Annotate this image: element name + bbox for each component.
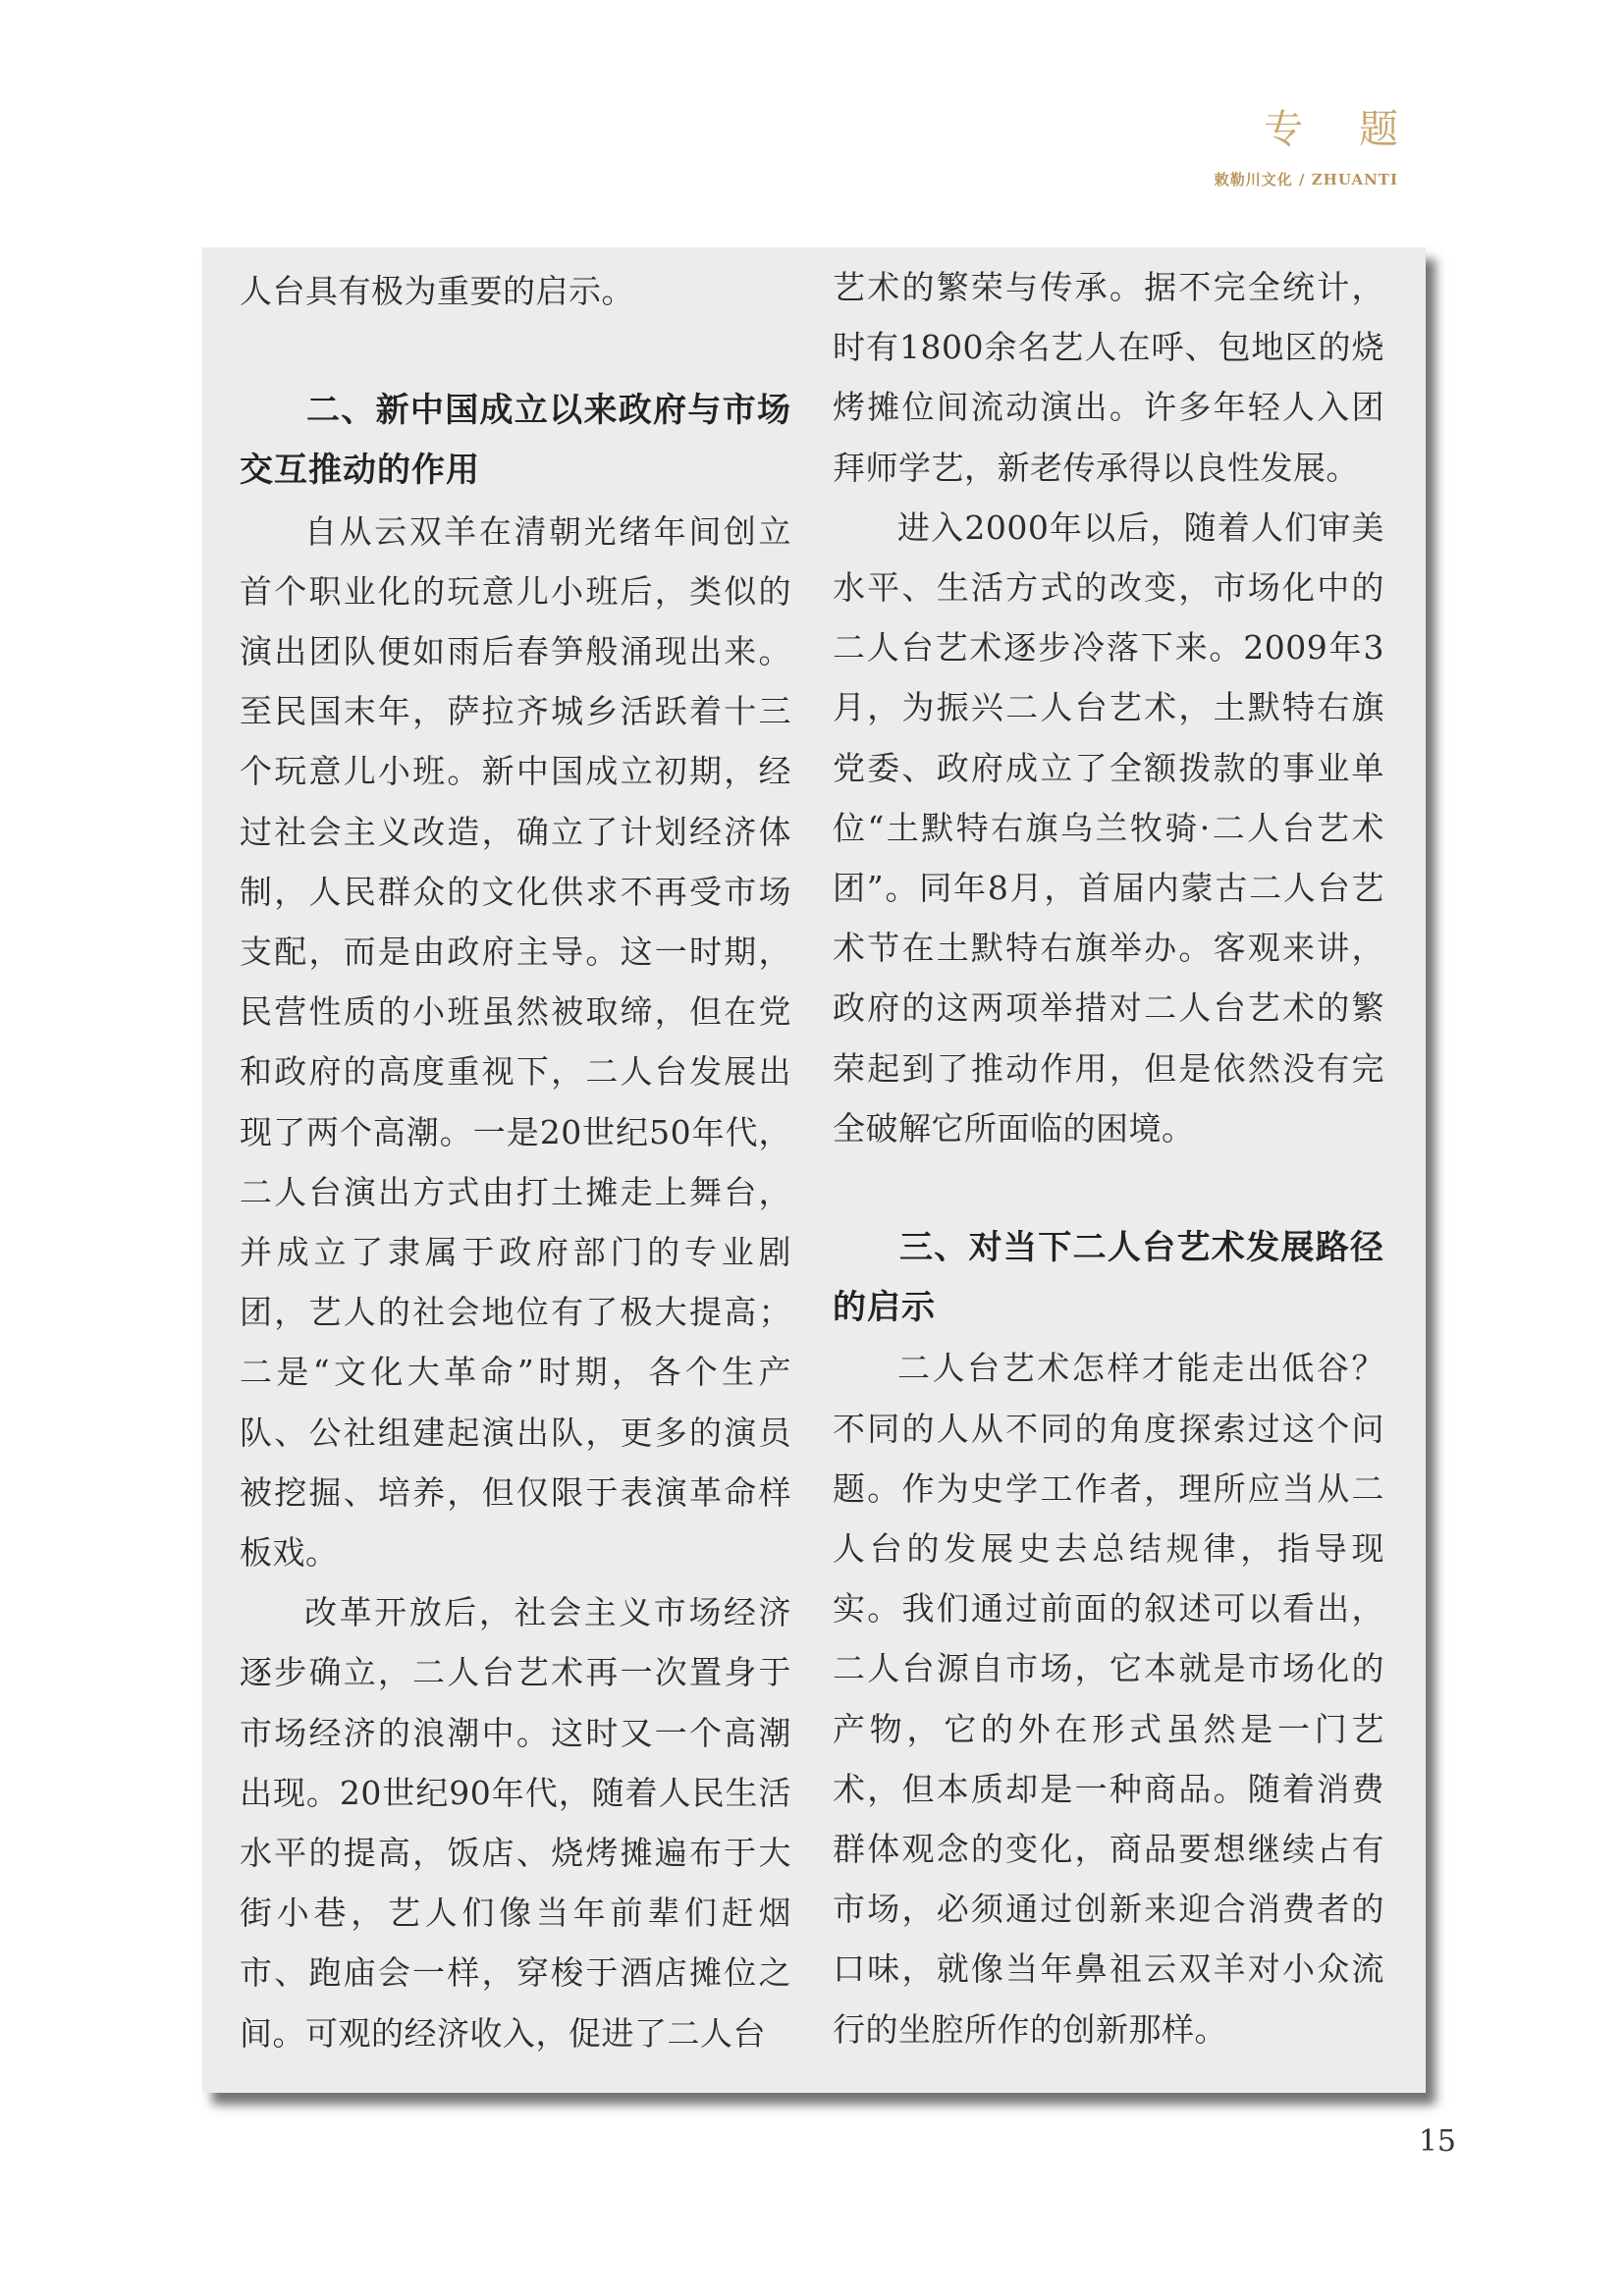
- spacer: [833, 1158, 1384, 1218]
- left-column: [240, 261, 791, 2063]
- paragraph: 艺术的繁荣与传承。据不完全统计，时有1800余名艺人在呼、包地区的烧烤摊位间流动演出。许多年轻人入团拜师学艺，新老传承得以良性发展。: [833, 268, 1384, 487]
- paragraph: 进入2000年以后，随着人们审美水平、生活方式的改变，市场化中的二人台艺术逐步冷落下来。2009年3月，为振兴二人台艺术，土默特右旗党委、政府成立了全额拨款的事业单位“土默特右旗乌兰牧骑·二人台艺术团”。同年8月，首届内蒙古二人台艺术节在土默特右旗举办。客观来讲，政府的这两项举措对二人台艺术的繁荣起到了推动作用，但是依然没有完全破解它所面临的困境。: [833, 507, 1384, 1148]
- paragraph: 二人台艺术怎样才能走出低谷？不同的人从不同的角度探索过这个问题。作为史学工作者，理所应当从二人台的发展史去总结规律，指导现实。我们通过前面的叙述可以看出，二人台源自市场，它本就是市场化的产物，它的外在形式虽然是一门艺术，但本质却是一种商品。随着消费群体观念的变化，商品要想继续占有市场，必须通过创新来迎合消费者的口味，就像当年鼻祖云双羊对小众流行的坐腔所作的创新那样。: [833, 1349, 1384, 2049]
- page-header: [1214, 107, 1420, 189]
- paragraph: 自从云双羊在清朝光绪年间创立首个职业化的玩意儿小班后，类似的演出团队便如雨后春笋般涌现出来。至民国末年，萨拉齐城乡活跃着十三个玩意儿小班。新中国成立初期，经过社会主义改造，确立了计划经济体制，人民群众的文化供求不再受市场支配，而是由政府主导。这一时期，民营性质的小班虽然被取缔，但在党和政府的高度重视下，二人台发展出现了两个高潮。一是20世纪50年代，二人台演出方式由打土摊走上舞台，并成立了隶属于政府部门的专业剧团，艺人的社会地位有了极大提高；二是“文化大革命”时期，各个生产队、公社组建起演出队，更多的演员被挖掘、培养，但仅限于表演革命样板戏。: [240, 511, 791, 1573]
- spacer: [240, 321, 791, 381]
- right-column: [833, 257, 1384, 2059]
- page-number: 15: [1418, 2124, 1456, 2159]
- article-panel: [202, 247, 1426, 2093]
- paragraph: 改革开放后，社会主义市场经济逐步确立，二人台艺术再一次置身于市场经济的浪潮中。这时又一个高潮出现。20世纪90年代，随着人民生活水平的提高，饭店、烧烤摊遍布于大街小巷，艺人们像当年前辈们赶烟市、跑庙会一样，穿梭于酒店摊位之间。可观的经济收入，促进了二人台: [240, 1593, 791, 2053]
- section-heading-2: 二、新中国成立以来政府与市场交互推动的作用: [240, 391, 791, 491]
- section-title: 专 题: [1264, 107, 1420, 152]
- section-subtitle: 敕勒川文化 / ZHUANTI: [1214, 171, 1398, 188]
- paragraph: 人台具有极为重要的启示。: [240, 272, 634, 310]
- section-heading-3: 三、对当下二人台艺术发展路径的启示: [833, 1228, 1384, 1328]
